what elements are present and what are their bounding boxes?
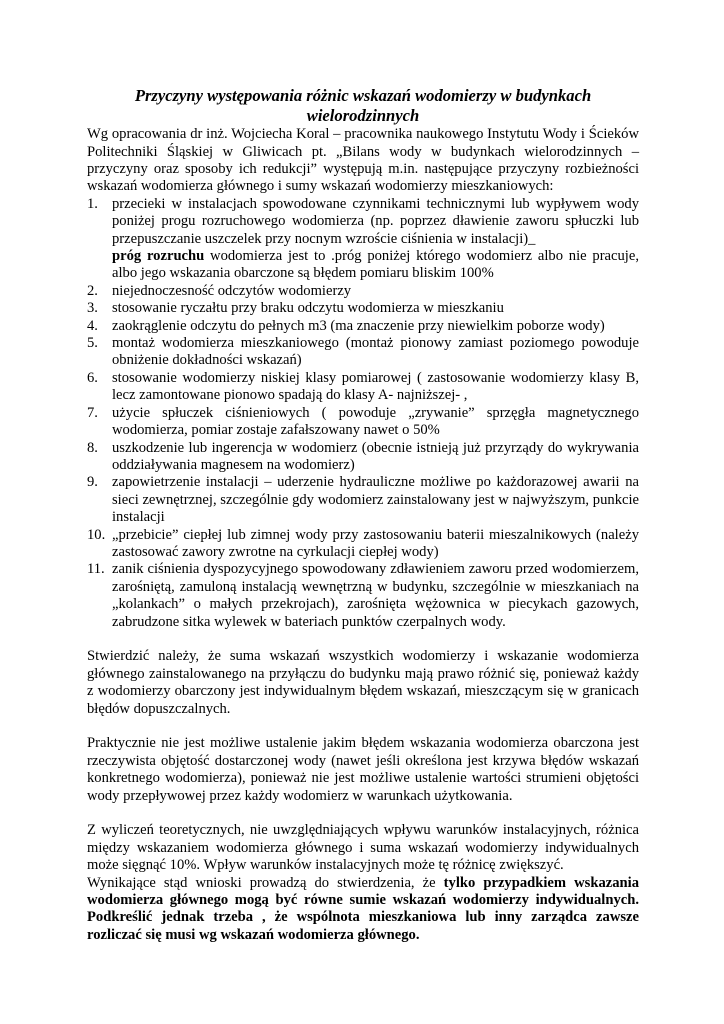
title-line-2: wielorodzinnych — [306, 105, 420, 125]
paragraph-spacer — [87, 805, 639, 822]
title-line-1: Przyczyny występowania różnic wskazań wodomierzy w budynkach — [134, 86, 592, 105]
list-item-text: „przebicie” ciepłej lub zimnej wody przy zastosowaniu baterii mieszalnikowych (należy zastosować zawory zwrotne na cyrkulacji ciepłej wody) — [112, 526, 639, 560]
measurement-paragraph: Praktycznie nie jest możliwe ustalenie jakim błędem wskazania wodomierza obarczona jest rzeczywista objętość dostarczonej wody (nawet jeśli określona jest krzywa błędów wskazań konkretnego wodomierza), ponieważ nie jest możliwe ustalenie wartości strumieni objętości wody przepływowej przez każdy wodomierz w warunkach użytkowania. — [87, 735, 639, 804]
list-item-number: 9. — [87, 474, 98, 491]
list-item-text: użycie spłuczek ciśnieniowych ( powoduje „zrywanie” sprzęgła magnetycznego wodomierza, pomiar zostaje zafałszowany nawet o 50% — [112, 404, 639, 439]
list-item-text: montaż wodomierza mieszkaniowego (montaż pionowy zamiast poziomego powoduje obniżenie dokładności wskazań) — [112, 335, 639, 369]
list-item — [87, 561, 639, 631]
list-item — [87, 335, 639, 370]
list-item — [87, 474, 639, 526]
list-item-number: 7. — [87, 404, 98, 421]
list-item-text: stosowanie wodomierzy niskiej klasy pomiarowej ( zastosowanie wodomierzy klasy B, lecz zamontowane pionowo spadają do klasy A- najniższej- , — [112, 369, 639, 404]
list-item-number: 3. — [87, 300, 98, 317]
list-item — [87, 527, 639, 562]
list-item-text: zapowietrzenie instalacji – uderzenie hydrauliczne możliwe po każdorazowej awarii na sieci zewnętrznej, szczególnie gdy wodomierz zainstalowany jest w najwyższym, punkcie instalacji — [112, 474, 639, 526]
document-title — [87, 86, 639, 125]
conclusion-intro: Wynikające stąd wnioski prowadzą do stwierdzenia, że — [87, 874, 444, 891]
list-item-number: 4. — [87, 317, 98, 334]
list-item — [87, 405, 639, 440]
threshold-term: próg rozruchu — [112, 248, 205, 265]
threshold-definition: wodomierza jest to .próg poniżej którego wodomierz albo nie pracuje, albo jego wskazania obarczone są błędem pomiaru bliskim 100% — [112, 248, 639, 282]
list-item-number: 5. — [87, 335, 98, 352]
list-item-text: niejednoczesność odczytów wodomierzy — [112, 282, 352, 299]
list-item — [87, 196, 639, 283]
statement-paragraph: Stwierdzić należy, że suma wskazań wszystkich wodomierzy i wskazanie wodomierza głównego zainstalowanego na przyłączu do budynku mają prawo różnić się, ponieważ każdy z wodomierzy obarczony jest indywidualnym błędem wskazań, mieszczącym się w granicach błędów dopuszczalnych. — [87, 648, 639, 717]
list-item-text: uszkodzenie lub ingerencja w wodomierz (obecnie istnieją już przyrządy do wykrywania oddziaływania magnesem na wodomierz) — [112, 439, 639, 473]
causes-list — [87, 196, 639, 631]
list-item-number: 2. — [87, 282, 98, 299]
list-item-text: zaokrąglenie odczytu do pełnych m3 (ma znaczenie przy niewielkim poborze wody) — [112, 317, 605, 334]
list-item-number: 10. — [87, 526, 106, 543]
conclusion-emphasis: tylko przypadkiem wskazania wodomierza głównego mogą być równe sumie wskazań wodomierzy indywidualnych. Podkreślić jednak trzeba , że wspólnota mieszkaniowa lub inny zarządca zawsze rozliczać się musi wg wskazań wodomierza głównego. — [87, 874, 639, 943]
list-item — [87, 283, 639, 300]
list-item-number: 6. — [87, 369, 98, 386]
list-item — [87, 318, 639, 335]
list-item-text: przecieki w instalacjach spowodowane czynnikami technicznymi lub wypływem wody poniżej progu rozruchowego wodomierza (np. poprzez dławienie zaworu spłuczki lub przepuszczanie uszczelek przy nocnym wzroście ciśnienia w instalacji)_ — [112, 195, 639, 247]
intro-paragraph: Wg opracowania dr inż. Wojciecha Koral – pracownika naukowego Instytutu Wody i Ścieków Politechniki Śląskiej w Gliwicach pt. „Bilans wody w budynkach wielorodzinnych – przyczyny oraz sposoby ich redukcji” występują m.in. następujące przyczyny rozbieżności wskazań wodomierza głównego i sumy wskazań wodomierzy mieszkaniowych: — [87, 126, 639, 195]
document-body — [87, 86, 639, 944]
list-item-text: stosowanie ryczałtu przy braku odczytu wodomierza w mieszkaniu — [112, 300, 504, 317]
list-item-text: zanik ciśnienia dyspozycyjnego spowodowany zdławieniem zaworu przed wodomierzem, zarośniętą, zamuloną instalacją wewnętrzną w budynku, szczególnie w mieszkaniach na „kolankach” o małych przekrojach), zarośnięta wężownica w piecykach gazowych, zabrudzone sitka wylewek w bateriach punktów czerpalnych wody. — [112, 561, 639, 630]
list-item — [87, 370, 639, 405]
list-item-number: 1. — [87, 195, 98, 212]
list-item — [87, 440, 639, 475]
calculation-paragraph: Z wyliczeń teoretycznych, nie uwzględniających wpływu warunków instalacyjnych, różnica między wskazaniem wodomierza głównego i suma wskazań wodomierzy indywidualnych może sięgnąć 10%. Wpływ warunków instalacyjnych może tę różnicę zwiększyć. — [87, 822, 639, 874]
list-item — [87, 300, 639, 317]
list-item-number: 8. — [87, 439, 98, 456]
list-item-number: 11. — [87, 561, 105, 578]
paragraph-spacer — [87, 631, 639, 648]
paragraph-spacer — [87, 718, 639, 735]
conclusion-paragraph — [87, 875, 639, 945]
